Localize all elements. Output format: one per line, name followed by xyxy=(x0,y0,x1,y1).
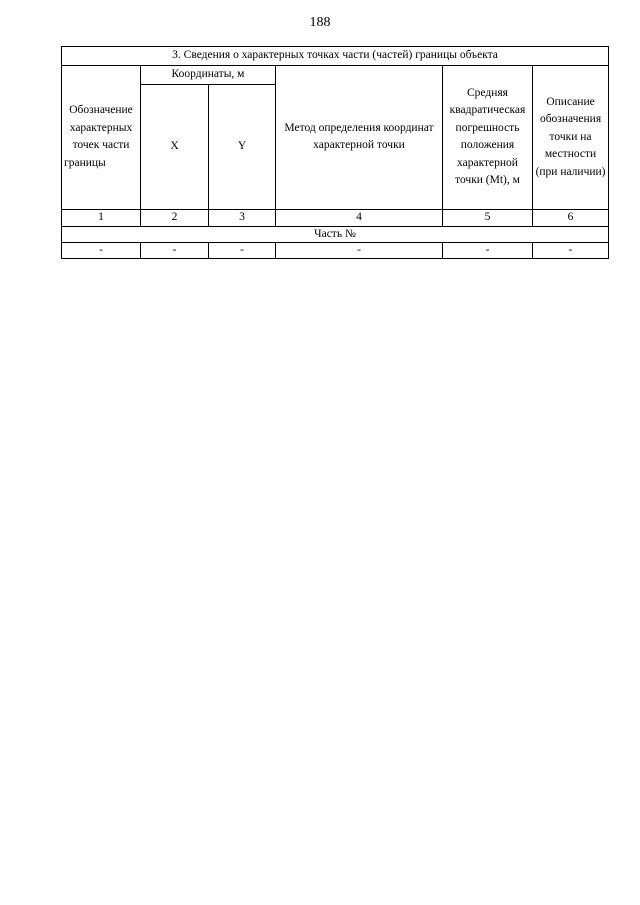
table-cell: - xyxy=(141,242,209,258)
column-number: 6 xyxy=(533,209,609,226)
column-number: 1 xyxy=(62,209,141,226)
section-title: 3. Сведения о характерных точках части (частей) границы объекта xyxy=(62,47,609,66)
column-number: 4 xyxy=(276,209,443,226)
header-description: Описание обозначения точки на местности (при наличии) xyxy=(533,66,609,210)
characteristic-points-table xyxy=(61,46,609,259)
column-number: 3 xyxy=(209,209,276,226)
header-coordinates: Координаты, м xyxy=(141,66,276,85)
header-method: Метод определения координат характерной точки xyxy=(276,66,443,210)
header-designation: Обозначение характерных точек части границы xyxy=(62,66,141,210)
table-cell: - xyxy=(62,242,141,258)
column-number: 5 xyxy=(443,209,533,226)
table-cell: - xyxy=(276,242,443,258)
table-cell: - xyxy=(443,242,533,258)
part-label: Часть № xyxy=(62,226,609,242)
header-x: X xyxy=(141,84,209,209)
page-number: 188 xyxy=(309,15,331,30)
table-row xyxy=(62,242,609,258)
table-cell: - xyxy=(533,242,609,258)
header-y: Y xyxy=(209,84,276,209)
column-number: 2 xyxy=(141,209,209,226)
header-accuracy: Средняя квадратическая погрешность положения характерной точки (Mt), м xyxy=(443,66,533,210)
table-cell: - xyxy=(209,242,276,258)
